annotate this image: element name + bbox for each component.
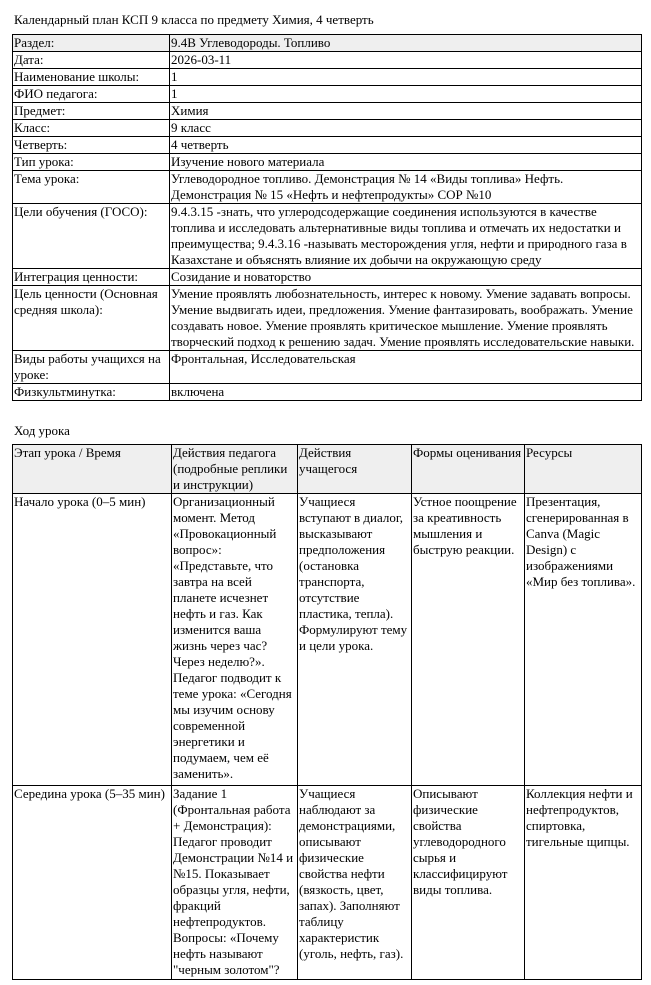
info-label: Предмет: [13, 103, 170, 120]
info-label: Тема урока: [13, 171, 170, 204]
flow-cell-stage: Середина урока (5–35 мин) [13, 786, 172, 980]
info-value: 2026-03-11 [170, 52, 642, 69]
flow-cell-teacher: Задание 1 (Фронтальная работа + Демонстрация): Педагог проводит Демонстрации №14 и №15. Показывает образцы угля, нефти, фракций нефтепродуктов. Вопросы: «Почему нефть называют "черным золотом"? [172, 786, 298, 980]
flow-cell-resources: Презентация, сгенерированная в Canva (Magic Design) с изображениями «Мир без топлива». [525, 494, 642, 786]
info-row [13, 69, 642, 86]
flow-header-cell: Действия учащегося [298, 445, 412, 494]
info-row [13, 171, 642, 204]
flow-cell-resources: Коллекция нефти и нефтепродуктов, спиртовка, тигельные щипцы. [525, 786, 642, 980]
lesson-flow-heading: Ход урока [14, 423, 70, 438]
flow-header-cell: Ресурсы [525, 445, 642, 494]
flow-cell-assessment: Описывают физические свойства углеводородного сырья и классифицируют виды топлива. [412, 786, 525, 980]
info-label: Физкультминутка: [13, 384, 170, 401]
info-label: Класс: [13, 120, 170, 137]
info-value: Созидание и новаторство [170, 269, 642, 286]
info-label: Четверть: [13, 137, 170, 154]
info-value: 9.4B Углеводороды. Топливо [170, 35, 642, 52]
info-label: Интеграция ценности: [13, 269, 170, 286]
flow-header-cell: Формы оценивания [412, 445, 525, 494]
info-label: Цели обучения (ГОСО): [13, 204, 170, 269]
info-label: Тип урока: [13, 154, 170, 171]
info-row [13, 52, 642, 69]
info-row [13, 86, 642, 103]
lesson-info-table [12, 34, 642, 401]
flow-header-cell: Действия педагога (подробные реплики и инструкции) [172, 445, 298, 494]
info-label: Раздел: [13, 35, 170, 52]
info-row [13, 35, 642, 52]
info-row [13, 269, 642, 286]
document-title: Календарный план КСП 9 класса по предмету Химия, 4 четверть [14, 12, 374, 27]
info-value: Изучение нового материала [170, 154, 642, 171]
flow-row-start [13, 494, 642, 786]
info-row [13, 137, 642, 154]
flow-cell-student: Учащиеся наблюдают за демонстрациями, описывают физические свойства нефти (вязкость, цвет, запах). Заполняют таблицу характеристик (уголь, нефть, газ). [298, 786, 412, 980]
flow-header-cell: Этап урока / Время [13, 445, 172, 494]
info-value: 9 класс [170, 120, 642, 137]
info-row [13, 154, 642, 171]
info-label: Цель ценности (Основная средняя школа): [13, 286, 170, 351]
info-label: ФИО педагога: [13, 86, 170, 103]
info-row [13, 204, 642, 269]
info-row [13, 351, 642, 384]
flow-cell-assessment: Устное поощрение за креативность мышления и быструю реакции. [412, 494, 525, 786]
flow-cell-stage: Начало урока (0–5 мин) [13, 494, 172, 786]
info-value: включена [170, 384, 642, 401]
info-value: 9.4.3.15 -знать, что углеродсодержащие соединения используются в качестве топлива и исследовать альтернативные виды топлива и отмечать их недостатки и преимущества; 9.4.3.16 -называть месторождения угля, нефти и природного газа в Казахстане и объяснять влияние их добычи на окружающую среду [170, 204, 642, 269]
info-value: Фронтальная, Исследовательская [170, 351, 642, 384]
flow-row-middle [13, 786, 642, 980]
info-label: Виды работы учащихся на уроке: [13, 351, 170, 384]
info-label: Дата: [13, 52, 170, 69]
info-value: Умение проявлять любознательность, интерес к новому. Умение задавать вопросы. Умение выдвигать идеи, предложения. Умение фантазировать, воображать. Умение создавать новое. Умение проявлять критическое мышление. Умение проявлять творческий подход к решению задач. Умение проявлять исследовательские навыки. [170, 286, 642, 351]
info-value: 1 [170, 86, 642, 103]
info-value: 4 четверть [170, 137, 642, 154]
info-value: 1 [170, 69, 642, 86]
info-label: Наименование школы: [13, 69, 170, 86]
flow-header-row [13, 445, 642, 494]
lesson-flow-table [12, 444, 642, 980]
info-row [13, 103, 642, 120]
info-value: Углеводородное топливо. Демонстрация № 14 «Виды топлива» Нефть. Демонстрация № 15 «Нефть и нефтепродукты» СОР №10 [170, 171, 642, 204]
flow-cell-teacher: Организационный момент. Метод «Провокационный вопрос»: «Представьте, что завтра на всей планете исчезнет нефть и газ. Как изменится ваша жизнь через час? Через неделю?». Педагог подводит к теме урока: «Сегодня мы изучим основу современной энергетики и подумаем, чем её заменить». [172, 494, 298, 786]
info-row [13, 384, 642, 401]
info-row [13, 120, 642, 137]
info-value: Химия [170, 103, 642, 120]
flow-cell-student: Учащиеся вступают в диалог, высказывают предположения (остановка транспорта, отсутствие пластика, тепла). Формулируют тему и цели урока. [298, 494, 412, 786]
info-row [13, 286, 642, 351]
